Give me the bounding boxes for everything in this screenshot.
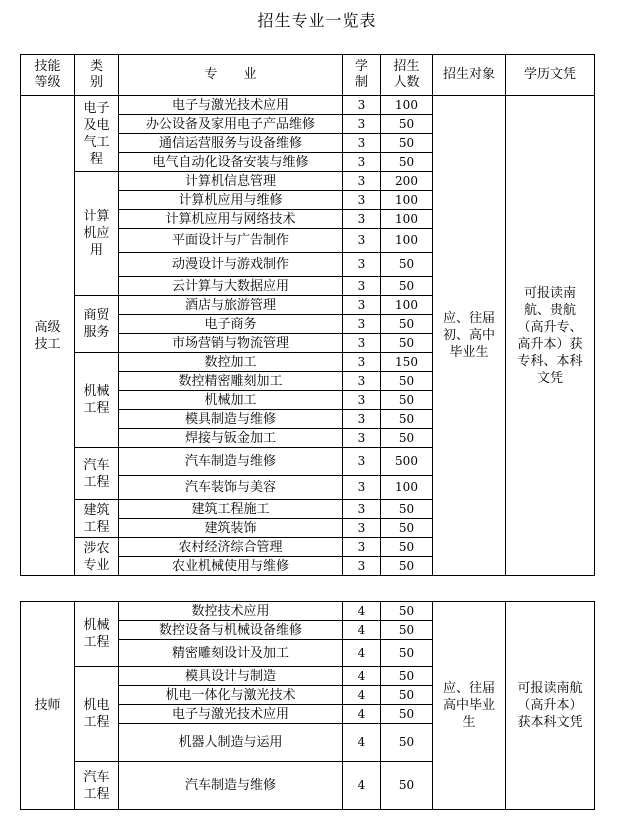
- category-cell: 电子 及电 气工 程: [75, 96, 119, 172]
- years-cell: 3: [343, 391, 381, 410]
- enroll-cell: 100: [381, 476, 433, 500]
- enroll-cell: 50: [381, 667, 433, 686]
- page-title: 招生专业一览表: [257, 11, 377, 30]
- enroll-cell: 50: [381, 372, 433, 391]
- years-cell: 4: [343, 686, 381, 705]
- enroll-cell: 500: [381, 448, 433, 476]
- category-cell: 机械 工程: [75, 602, 119, 667]
- enroll-cell: 50: [381, 724, 433, 762]
- years-cell: 3: [343, 153, 381, 172]
- major-cell: 酒店与旅游管理: [119, 296, 343, 315]
- skill-level-cell: 技师: [21, 602, 75, 810]
- major-cell: 计算机应用与网络技术: [119, 210, 343, 229]
- enroll-cell: 50: [381, 429, 433, 448]
- years-cell: 3: [343, 134, 381, 153]
- years-cell: 3: [343, 277, 381, 296]
- major-cell: 电子商务: [119, 315, 343, 334]
- category-cell: 涉农 专业: [75, 538, 119, 576]
- category-cell: 机电 工程: [75, 667, 119, 762]
- enroll-cell: 100: [381, 210, 433, 229]
- header-major: 专 业: [119, 55, 343, 96]
- target-cell: 应、往届 初、高中 毕业生: [433, 96, 506, 576]
- enroll-cell: 50: [381, 538, 433, 557]
- enroll-cell: 50: [381, 500, 433, 519]
- years-cell: 4: [343, 602, 381, 621]
- skill-level-cell: 高级 技工: [21, 96, 75, 576]
- years-cell: 3: [343, 448, 381, 476]
- years-cell: 4: [343, 621, 381, 640]
- years-cell: 3: [343, 372, 381, 391]
- years-cell: 3: [343, 334, 381, 353]
- major-cell: 数控精密雕刻加工: [119, 372, 343, 391]
- years-cell: 4: [343, 705, 381, 724]
- enroll-cell: 100: [381, 296, 433, 315]
- years-cell: 4: [343, 667, 381, 686]
- category-cell: 建筑 工程: [75, 500, 119, 538]
- enroll-cell: 50: [381, 705, 433, 724]
- years-cell: 3: [343, 476, 381, 500]
- major-cell: 模具制造与维修: [119, 410, 343, 429]
- years-cell: 3: [343, 115, 381, 134]
- years-cell: 4: [343, 762, 381, 810]
- major-cell: 模具设计与制造: [119, 667, 343, 686]
- enroll-cell: 50: [381, 253, 433, 277]
- major-cell: 计算机应用与维修: [119, 191, 343, 210]
- category-cell: 计算 机应 用: [75, 172, 119, 296]
- years-cell: 3: [343, 210, 381, 229]
- years-cell: 3: [343, 353, 381, 372]
- major-cell: 市场营销与物流管理: [119, 334, 343, 353]
- major-cell: 汽车制造与维修: [119, 448, 343, 476]
- major-cell: 焊接与钣金加工: [119, 429, 343, 448]
- table-row: [21, 602, 595, 621]
- header-level: 技能 等级: [21, 55, 75, 96]
- category-cell: 汽车 工程: [75, 448, 119, 500]
- header-row: [21, 55, 595, 96]
- major-cell: 建筑工程施工: [119, 500, 343, 519]
- major-cell: 汽车装饰与美容: [119, 476, 343, 500]
- years-cell: 3: [343, 500, 381, 519]
- enroll-cell: 100: [381, 191, 433, 210]
- major-cell: 办公设备及家用电子产品维修: [119, 115, 343, 134]
- years-cell: 3: [343, 429, 381, 448]
- major-cell: 精密雕刻设计及加工: [119, 640, 343, 667]
- major-cell: 农业机械使用与维修: [119, 557, 343, 576]
- enroll-cell: 200: [381, 172, 433, 191]
- enroll-cell: 50: [381, 334, 433, 353]
- category-cell: 汽车 工程: [75, 762, 119, 810]
- years-cell: 3: [343, 519, 381, 538]
- major-cell: 电气自动化设备安装与维修: [119, 153, 343, 172]
- category-cell: 商贸 服务: [75, 296, 119, 353]
- header-years: 学 制: [343, 55, 381, 96]
- major-cell: 机器人制造与运用: [119, 724, 343, 762]
- major-cell: 机械加工: [119, 391, 343, 410]
- enroll-cell: 50: [381, 153, 433, 172]
- years-cell: 3: [343, 96, 381, 115]
- enroll-cell: 50: [381, 277, 433, 296]
- years-cell: 4: [343, 724, 381, 762]
- major-cell: 汽车制造与维修: [119, 762, 343, 810]
- category-cell: 机械 工程: [75, 353, 119, 448]
- major-cell: 农村经济综合管理: [119, 538, 343, 557]
- header-category: 类 别: [75, 55, 119, 96]
- major-cell: 计算机信息管理: [119, 172, 343, 191]
- target-cell: 应、往届 高中毕业 生: [433, 602, 506, 810]
- years-cell: 3: [343, 315, 381, 334]
- header-diploma: 学历文凭: [506, 55, 595, 96]
- years-cell: 3: [343, 410, 381, 429]
- enrollment-table-senior: [20, 54, 595, 576]
- enroll-cell: 50: [381, 134, 433, 153]
- major-cell: 建筑装饰: [119, 519, 343, 538]
- header-target: 招生对象: [433, 55, 506, 96]
- enroll-cell: 150: [381, 353, 433, 372]
- enroll-cell: 100: [381, 96, 433, 115]
- enrollment-table-technician: [20, 601, 595, 810]
- major-cell: 电子与激光技术应用: [119, 96, 343, 115]
- enroll-cell: 50: [381, 115, 433, 134]
- years-cell: 3: [343, 229, 381, 253]
- major-cell: 机电一体化与激光技术: [119, 686, 343, 705]
- enroll-cell: 50: [381, 391, 433, 410]
- years-cell: 3: [343, 296, 381, 315]
- major-cell: 数控加工: [119, 353, 343, 372]
- major-cell: 通信运营服务与设备维修: [119, 134, 343, 153]
- years-cell: 4: [343, 640, 381, 667]
- major-cell: 云计算与大数据应用: [119, 277, 343, 296]
- years-cell: 3: [343, 172, 381, 191]
- enroll-cell: 50: [381, 602, 433, 621]
- years-cell: 3: [343, 253, 381, 277]
- enroll-cell: 50: [381, 410, 433, 429]
- enroll-cell: 50: [381, 762, 433, 810]
- table-row: [21, 96, 595, 115]
- enroll-cell: 50: [381, 640, 433, 667]
- diploma-cell: 可报读南航 （高升本） 获本科文凭: [506, 602, 595, 810]
- major-cell: 平面设计与广告制作: [119, 229, 343, 253]
- enroll-cell: 100: [381, 229, 433, 253]
- years-cell: 3: [343, 191, 381, 210]
- years-cell: 3: [343, 538, 381, 557]
- enroll-cell: 50: [381, 686, 433, 705]
- diploma-cell: 可报读南 航、贵航 （高升专、 高升本）获 专科、本科 文凭: [506, 96, 595, 576]
- major-cell: 数控技术应用: [119, 602, 343, 621]
- major-cell: 电子与激光技术应用: [119, 705, 343, 724]
- enroll-cell: 50: [381, 519, 433, 538]
- major-cell: 动漫设计与游戏制作: [119, 253, 343, 277]
- enroll-cell: 50: [381, 557, 433, 576]
- header-enroll: 招生 人数: [381, 55, 433, 96]
- enroll-cell: 50: [381, 315, 433, 334]
- enroll-cell: 50: [381, 621, 433, 640]
- major-cell: 数控设备与机械设备维修: [119, 621, 343, 640]
- years-cell: 3: [343, 557, 381, 576]
